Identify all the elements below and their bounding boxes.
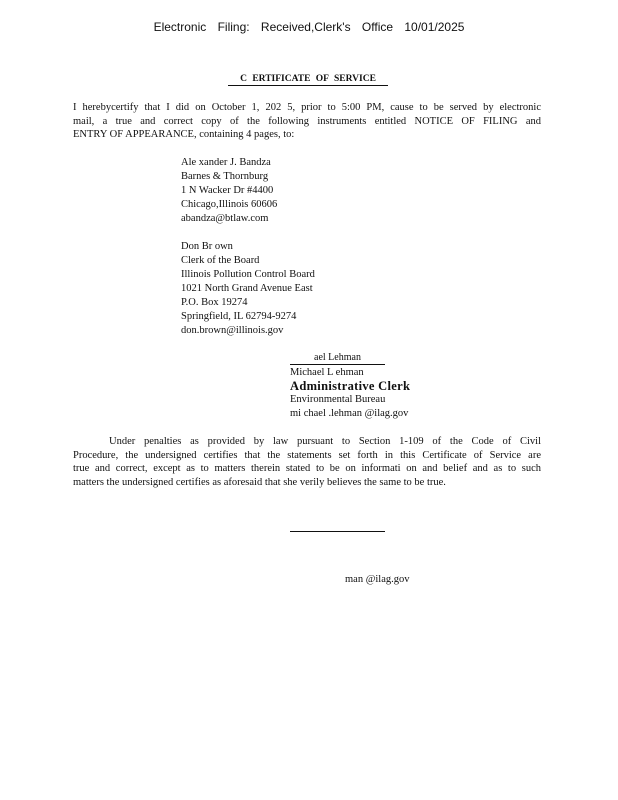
recipient-email: don.brown@illinois.gov — [181, 325, 284, 336]
recipient-address — [181, 156, 277, 226]
certify-line: mail, a true and correct copy of the following instruments entitled NOTICE OF FILING and — [73, 115, 541, 127]
penalty-paragraph — [73, 435, 541, 489]
document-title: C ERTIFICATE OF SERVICE — [228, 74, 388, 86]
signature-name: ael Lehman — [290, 352, 385, 365]
certify-line: I herebycertify that I did on October 1, 202 5, prior to 5:00 PM, cause to be served by electronic — [73, 102, 541, 113]
recipient-street: 1 N Wacker Dr #4400 — [181, 185, 274, 196]
penalty-line: Procedure, the undersigned certifies that the statements set forth in this Certificate of Service are — [73, 449, 541, 461]
signer-role: Administrative Clerk — [290, 378, 411, 393]
recipient-title: Clerk of the Board — [181, 255, 260, 266]
recipient-address — [181, 240, 315, 338]
signature-line — [290, 531, 385, 532]
certify-line: ENTRY OF APPEARANCE, containing 4 pages, to: — [73, 129, 295, 140]
signer-name: Michael L ehman — [290, 367, 364, 378]
recipient-po-box: P.O. Box 19274 — [181, 297, 248, 308]
footer-email: man @ilag.gov — [345, 574, 410, 585]
penalty-line: matters the undersigned certifies as aforesaid that she verily believes the same to be true. — [73, 476, 446, 488]
penalty-line: true and correct, except as to matters therein stated to be on informati on and belief and as to such — [73, 463, 541, 474]
recipient-city: Chicago,Illinois 60606 — [181, 199, 278, 210]
signature-block — [290, 366, 410, 420]
recipient-org: Illinois Pollution Control Board — [181, 269, 315, 280]
signer-bureau: Environmental Bureau — [290, 394, 386, 405]
certify-paragraph — [73, 101, 541, 142]
recipient-name: Ale xander J. Bandza — [181, 157, 271, 168]
recipient-city: Springfield, IL 62794-9274 — [181, 311, 297, 322]
recipient-name: Don Br own — [181, 241, 233, 252]
filing-stamp: Electronic Filing: Received,Clerk's Office 10/01/2025 — [153, 20, 465, 34]
penalty-line: Under penalties as provided by law pursuant to Section 1-109 of the Code of Civil — [109, 436, 541, 447]
recipient-firm: Barnes & Thornburg — [181, 171, 269, 182]
signer-email: mi chael .lehman @ilag.gov — [290, 407, 409, 419]
recipient-email: abandza@btlaw.com — [181, 213, 269, 224]
recipient-street: 1021 North Grand Avenue East — [181, 283, 313, 294]
